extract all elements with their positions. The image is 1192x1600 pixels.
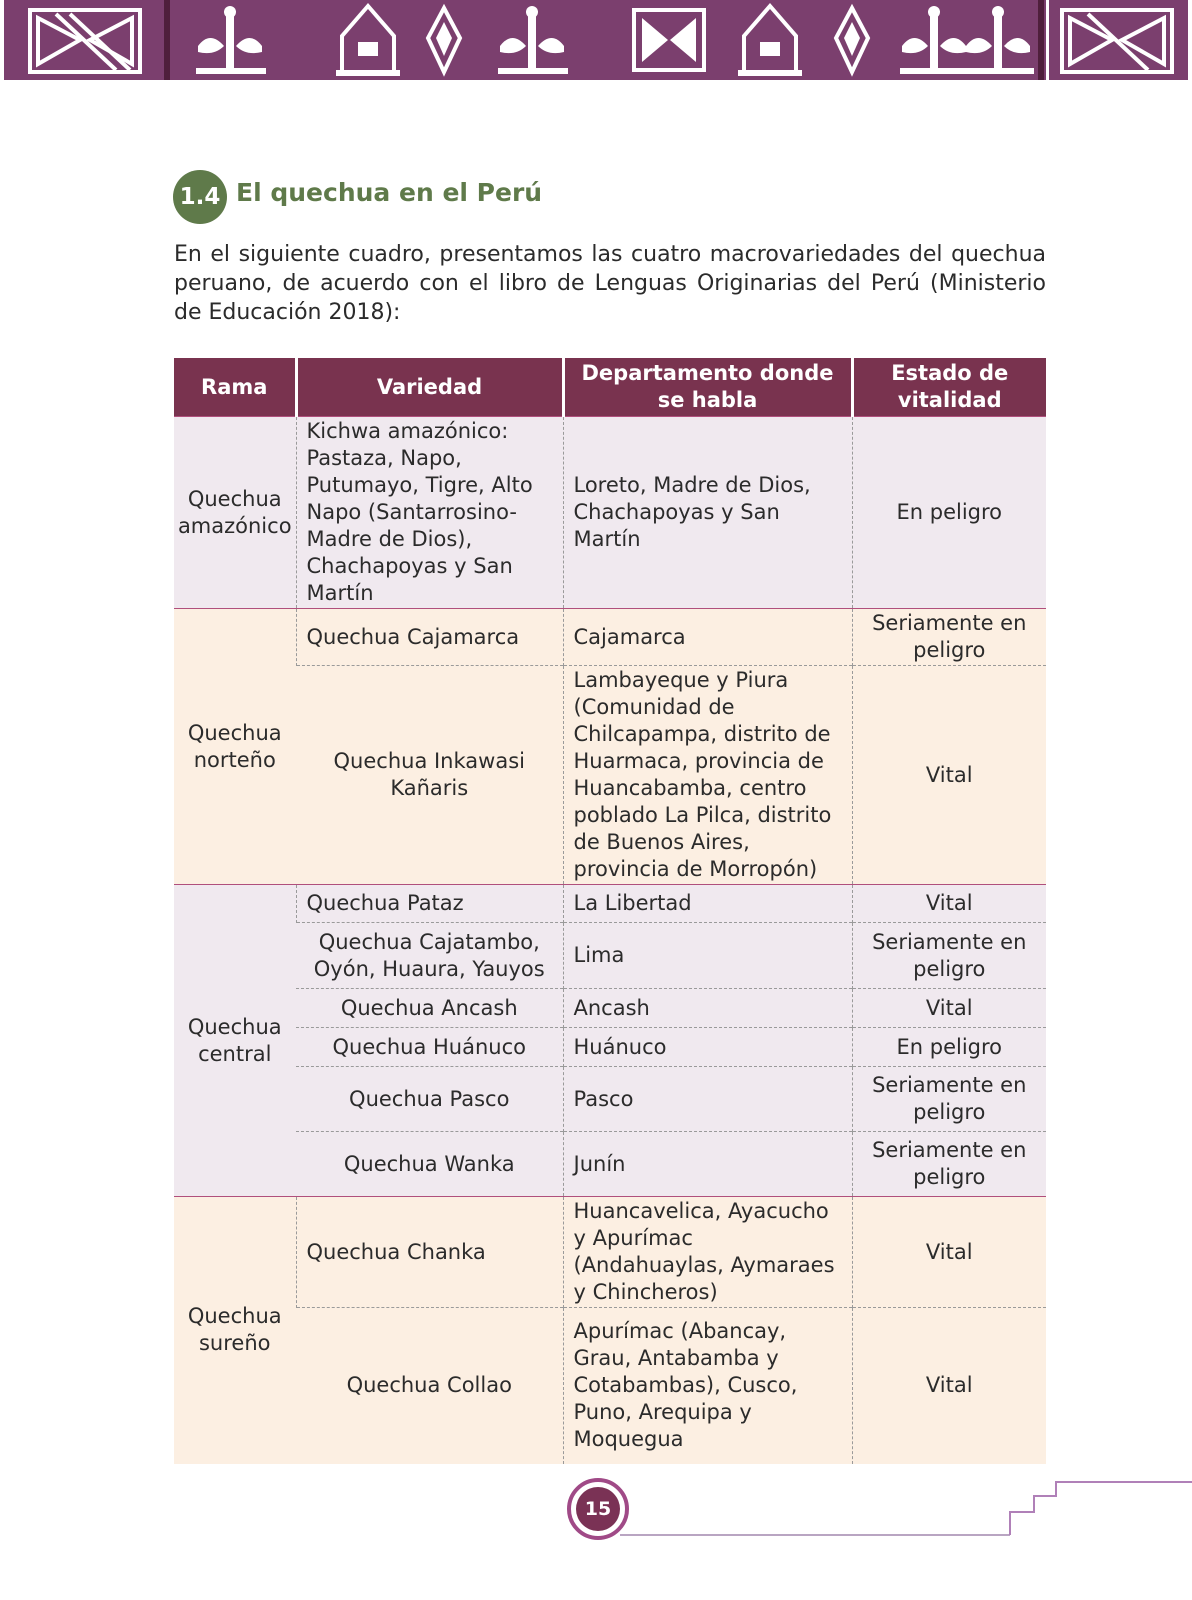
departamento-cell: Loreto, Madre de Dios, Chachapoyas y San Martín: [563, 417, 852, 609]
estado-cell: Seriamente en peligro: [852, 1132, 1046, 1197]
table-header-row: [174, 358, 1046, 417]
variedad-cell: Quechua Wanka: [296, 1132, 563, 1197]
variedad-cell: Quechua Pasco: [296, 1067, 563, 1132]
section-number-badge: 1.4: [173, 170, 227, 224]
table-row: [174, 609, 1046, 666]
departamento-cell: Junín: [563, 1132, 852, 1197]
header-estado: Estado de vitalidad: [852, 358, 1046, 417]
estado-cell: En peligro: [852, 417, 1046, 609]
header-rama: Rama: [174, 358, 296, 417]
variedad-cell: Quechua Ancash: [296, 989, 563, 1028]
variedad-cell: Quechua Pataz: [296, 885, 563, 923]
section-title: El quechua en el Perú: [236, 178, 543, 207]
table-row: [174, 1308, 1046, 1464]
table-row: [174, 989, 1046, 1028]
variedad-cell: Quechua Cajatambo, Oyón, Huaura, Yauyos: [296, 923, 563, 989]
estado-cell: Vital: [852, 989, 1046, 1028]
table-row: [174, 417, 1046, 609]
estado-cell: Vital: [852, 1197, 1046, 1308]
departamento-cell: La Libertad: [563, 885, 852, 923]
variedad-cell: Quechua Huánuco: [296, 1028, 563, 1067]
departamento-cell: Huánuco: [563, 1028, 852, 1067]
estado-cell: Vital: [852, 885, 1046, 923]
variedad-cell: Quechua Collao: [296, 1308, 563, 1464]
table-row: [174, 1197, 1046, 1308]
rama-cell: Quechua norteño: [174, 609, 296, 885]
rama-cell: Quechua sureño: [174, 1197, 296, 1464]
rama-cell: Quechua amazónico: [174, 417, 296, 609]
variedad-cell: Quechua Cajamarca: [296, 609, 563, 666]
header-variedad: Variedad: [296, 358, 563, 417]
table-row: [174, 885, 1046, 923]
page-number: 15: [576, 1487, 620, 1531]
departamento-cell: Cajamarca: [563, 609, 852, 666]
variedad-cell: Quechua Chanka: [296, 1197, 563, 1308]
decorative-banner: [0, 0, 1192, 84]
estado-cell: Vital: [852, 666, 1046, 885]
estado-cell: En peligro: [852, 1028, 1046, 1067]
variedad-cell: Quechua Inkawasi Kañaris: [296, 666, 563, 885]
page-number-badge: [567, 1478, 629, 1540]
departamento-cell: Lima: [563, 923, 852, 989]
departamento-cell: Apurímac (Abancay, Grau, Antabamba y Cotabambas), Cusco, Puno, Arequipa y Moquegua: [563, 1308, 852, 1464]
variedad-cell: Kichwa amazónico: Pastaza, Napo, Putumayo, Tigre, Alto Napo (Santarrosino-Madre de Dios), Chachapoyas y San Martín: [296, 417, 563, 609]
departamento-cell: Lambayeque y Piura (Comunidad de Chilcapampa, distrito de Huarmaca, provincia de Huancabamba, centro poblado La Pilca, distrito de Buenos Aires, provincia de Morropón): [563, 666, 852, 885]
departamento-cell: Huancavelica, Ayacucho y Apurímac (Andahuaylas, Aymaraes y Chincheros): [563, 1197, 852, 1308]
header-departamento: Departamento donde se habla: [563, 358, 852, 417]
estado-cell: Seriamente en peligro: [852, 923, 1046, 989]
estado-cell: Seriamente en peligro: [852, 1067, 1046, 1132]
table-row: [174, 666, 1046, 885]
intro-paragraph: En el siguiente cuadro, presentamos las cuatro macrovariedades del quechua peruano, de acuerdo con el libro de Lenguas Originarias del Perú (Ministerio de Educación 2018):: [174, 242, 1046, 325]
departamento-cell: Pasco: [563, 1067, 852, 1132]
textile-pattern-icon: [0, 0, 1192, 84]
table-row: [174, 1132, 1046, 1197]
table-row: [174, 1067, 1046, 1132]
estado-cell: Seriamente en peligro: [852, 609, 1046, 666]
departamento-cell: Ancash: [563, 989, 852, 1028]
table-row: [174, 1028, 1046, 1067]
table-row: [174, 923, 1046, 989]
rama-cell: Quechua central: [174, 885, 296, 1197]
quechua-varieties-table: [174, 358, 1046, 1452]
estado-cell: Vital: [852, 1308, 1046, 1464]
